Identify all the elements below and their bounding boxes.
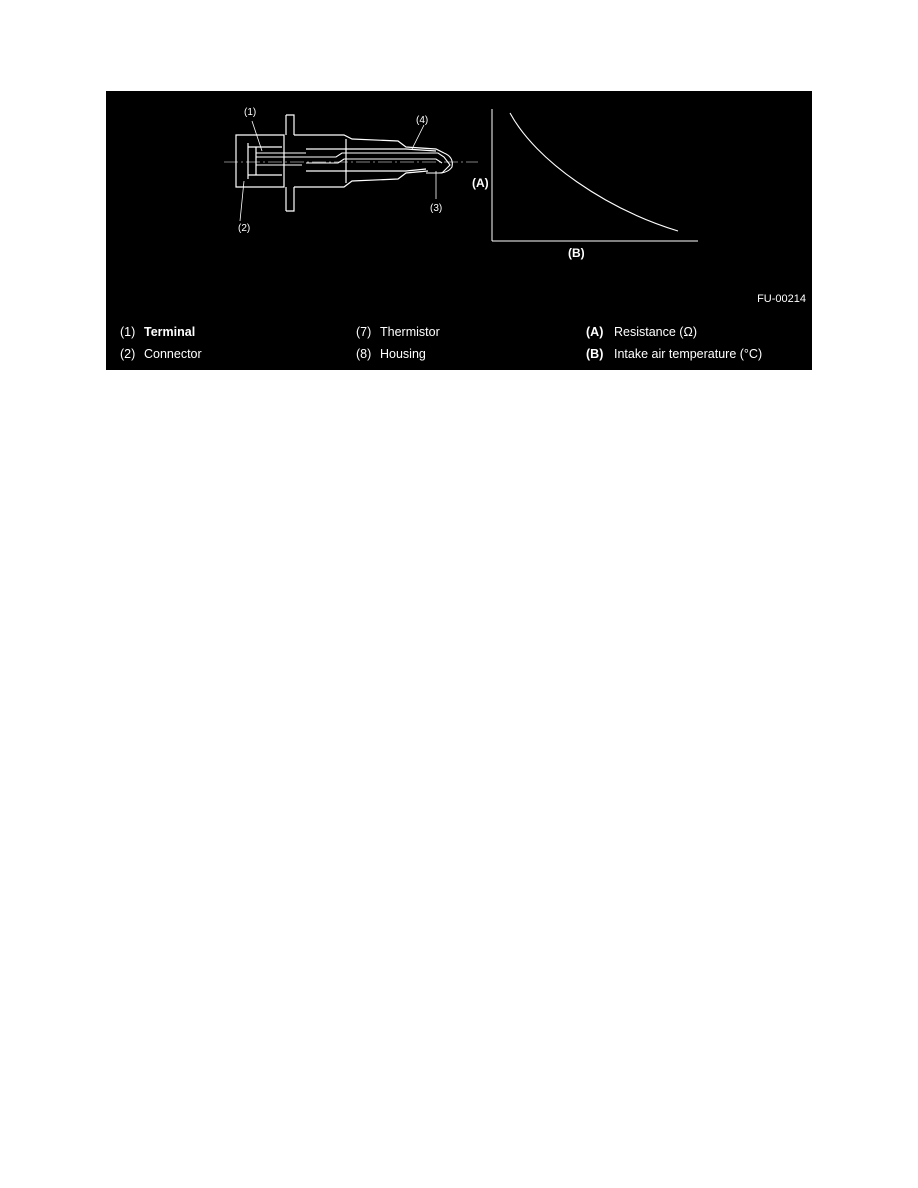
callout-1: (1): [244, 107, 257, 118]
legend-text: Thermistor: [380, 325, 440, 339]
legend-num: (2): [120, 347, 136, 361]
legend-num: (1): [120, 325, 136, 339]
legend-text: Resistance (Ω): [614, 325, 697, 339]
legend-text: Intake air temperature (°C): [614, 347, 763, 361]
legend-item-thermistor: [356, 325, 440, 339]
connector-body: [236, 135, 284, 187]
legend-text: Terminal: [144, 325, 196, 339]
sensor-drawing: [106, 91, 812, 370]
resistance-curve: [510, 113, 678, 231]
graph-y-label: (A): [472, 176, 489, 190]
legend-num: (8): [356, 347, 372, 361]
resistance-graph: [472, 109, 698, 260]
figure-code: FU-00214: [757, 293, 806, 305]
callout-4: (4): [416, 115, 429, 126]
terminal-pins: [256, 153, 306, 165]
callout-2: (2): [238, 223, 251, 234]
probe-tube: [306, 153, 452, 173]
flange: [286, 115, 294, 211]
callout-3: (3): [430, 203, 443, 214]
legend-item-intake-air-temperature: [586, 347, 763, 361]
legend-num: (A): [586, 325, 604, 339]
legend-num: (B): [586, 347, 604, 361]
legend-text: Housing: [380, 347, 426, 361]
legend-item-connector: [120, 347, 202, 361]
legend-num: (7): [356, 325, 372, 339]
legend-item-resistance: [586, 325, 697, 339]
sensor-figure: [106, 91, 812, 370]
graph-x-label: (B): [568, 246, 585, 260]
legend-item-terminal: [120, 325, 196, 339]
legend-text: Connector: [144, 347, 202, 361]
legend-item-housing: [356, 347, 426, 361]
housing: [294, 135, 444, 187]
